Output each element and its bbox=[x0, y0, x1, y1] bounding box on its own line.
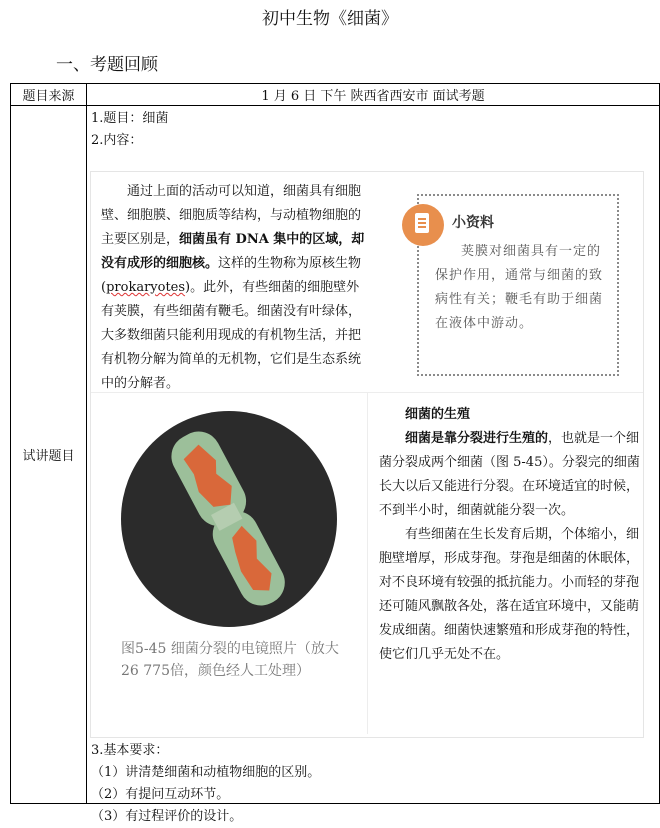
source-row bbox=[11, 84, 660, 106]
topic-content-cell bbox=[87, 106, 660, 824]
requirement-item: （3）有过程评价的设计。 bbox=[91, 809, 243, 824]
reproduction-heading: 细菌的生殖 bbox=[405, 407, 471, 422]
bacteria-micrograph bbox=[121, 411, 337, 627]
reproduction-section bbox=[379, 403, 641, 667]
content-row bbox=[11, 106, 660, 804]
reproduction-paragraph-2: 有些细菌在生长发育后期，个体缩小，细胞壁增厚，形成芽孢。芽孢是细菌的休眠体，对不良环境有较强的抵抗能力。小而轻的芽孢还可随风飘散各处，落在适宜环境中，又能萌发成细菌。细菌快速繁殖和形成芽孢的特性，使它们几乎无处不在。 bbox=[379, 527, 640, 662]
textbook-excerpt bbox=[90, 171, 644, 738]
topic-item: 1.题目：细菌 bbox=[91, 111, 169, 126]
reproduction-paragraph-1: 细菌是靠分裂进行生殖的，也就是一个细菌分裂成两个细菌（图 5-45）。分裂完的细菌长大以后又能进行分裂。在环境适宜的时候，不到半小时，细菌就能分裂一次。 bbox=[379, 431, 640, 518]
requirements bbox=[91, 740, 320, 828]
content-item: 2.内容： bbox=[91, 133, 143, 148]
figure-5-45 bbox=[91, 393, 367, 736]
document-title: 初中生物《细菌》 bbox=[262, 9, 398, 29]
prokaryotes-term: prokaryotes bbox=[106, 280, 186, 295]
key-point-text: 细菌虽有 DNA 集中的区域，却没有成形的细胞核。 bbox=[101, 232, 365, 271]
note-title: 小资料 bbox=[452, 215, 494, 231]
structure-paragraph: 通过上面的活动可以知道，细菌具有细胞壁、细胞膜、细胞质等结构，与动植物细胞的主要区别是，细菌虽有 DNA 集中的区域，却没有成形的细胞核。这样的生物称为原核生物(prokaryotes)。此外，有些细菌的细胞壁外有荚膜，有些细菌有鞭毛。细菌没有叶绿体，大多数细菌只能利用现成的有机物生活，并把有机物分解为简单的无机物，它们是生态系统中的分解者。 bbox=[101, 184, 365, 391]
info-note-box bbox=[417, 194, 619, 376]
requirements-heading: 3.基本要求： bbox=[91, 743, 169, 758]
source-label: 题目来源 bbox=[11, 84, 87, 106]
note-text: 荚膜对细菌具有一定的保护作用，通常与细菌的致病性有关；鞭毛有助于细菌在液体中游动。 bbox=[435, 244, 604, 331]
source-value: 1 月 6 日 下午 陕西省西安市 面试考题 bbox=[87, 84, 660, 106]
section-heading: 一、考题回顾 bbox=[56, 55, 158, 75]
topic-label: 试讲题目 bbox=[11, 106, 87, 804]
figure-caption: 图5-45 细菌分裂的电镜照片（放大26 775倍，颜色经人工处理） bbox=[121, 641, 339, 679]
exam-topic-table bbox=[10, 83, 660, 824]
requirement-item: （1）讲清楚细菌和动植物细胞的区别。 bbox=[91, 765, 321, 780]
requirement-item: （2）有提问互动环节。 bbox=[91, 787, 230, 802]
